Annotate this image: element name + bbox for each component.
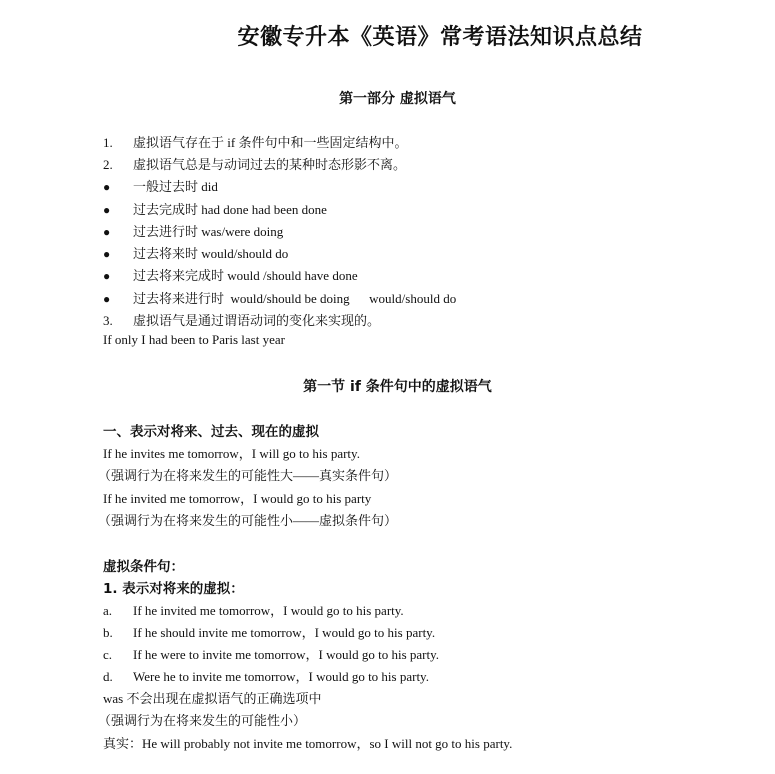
part-heading: 第一部分 虚拟语气	[339, 91, 456, 107]
reality-sentence: 真实：He will probably not invite me tomorrow，so I will not go to his party.	[103, 736, 513, 751]
bullet-icon: ●	[103, 269, 111, 283]
bullet-item	[103, 199, 327, 218]
bullet-icon: ●	[103, 225, 111, 239]
option-text: Were he to invite me tomorrow，I would go to his party.	[133, 669, 429, 684]
section-heading: 第一节 if 条件句中的虚拟语气	[303, 379, 492, 395]
subsection-heading: 一、表示对将来、过去、现在的虚拟	[103, 424, 319, 440]
option-text: If he invited me tomorrow，I would go to his party.	[133, 603, 404, 618]
option-letter: d.	[103, 669, 113, 684]
unreal-condition-sentence: If he invited me tomorrow，I would go to his party	[103, 491, 372, 506]
bullet-text: 过去完成时 had done had been done	[133, 202, 327, 217]
was-note: was 不会出现在虚拟语气的正确选项中	[103, 691, 322, 706]
subjunctive-heading: 虚拟条件句：	[103, 559, 184, 575]
real-condition-sentence: If he invites me tomorrow，I will go to his party.	[103, 446, 360, 461]
likelihood-note: （强调行为在将来发生的可能性小）	[98, 713, 307, 728]
item-text: 虚拟语气是通过谓语动词的变化来实现的。	[133, 313, 381, 328]
item-number: 2.	[103, 157, 113, 172]
document-title: 安徽专升本《英语》常考语法知识点总结	[237, 25, 643, 50]
example-sentence: If only I had been to Paris last year	[103, 332, 285, 347]
option-letter: b.	[103, 625, 113, 640]
bullet-item	[103, 288, 456, 307]
bullet-item	[103, 176, 218, 195]
intro-item-2	[103, 154, 406, 173]
bullet-text: 过去进行时 was/were doing	[133, 224, 284, 239]
real-condition-note: （强调行为在将来发生的可能性大——真实条件句）	[98, 468, 398, 483]
option-item	[103, 622, 435, 641]
bullet-icon: ●	[103, 247, 111, 261]
item-text: 虚拟语气存在于 if 条件句中和一些固定结构中。	[133, 135, 408, 150]
bullet-text: 过去将来时 would/should do	[133, 246, 289, 261]
option-text: If he were to invite me tomorrow，I would go to his party.	[133, 647, 440, 662]
bullet-item	[103, 221, 283, 240]
option-letter: c.	[103, 647, 113, 662]
bullet-item	[103, 265, 358, 284]
future-subjunctive-heading: 1. 表示对将来的虚拟：	[103, 581, 244, 597]
item-number: 3.	[103, 313, 113, 328]
option-letter: a.	[103, 603, 113, 618]
bullet-icon: ●	[103, 180, 111, 194]
bullet-text: 一般过去时 did	[133, 179, 218, 194]
bullet-icon: ●	[103, 203, 111, 217]
bullet-text: 过去将来进行时 would/should be doing would/should do	[133, 291, 457, 306]
bullet-text: 过去将来完成时 would /should have done	[133, 268, 358, 283]
item-number: 1.	[103, 135, 113, 150]
unreal-condition-note: （强调行为在将来发生的可能性小——虚拟条件句）	[98, 513, 398, 528]
intro-item-1	[103, 132, 407, 151]
option-text: If he should invite me tomorrow，I would go to his party.	[133, 625, 436, 640]
item-text: 虚拟语气总是与动词过去的某种时态形影不离。	[133, 157, 407, 172]
bullet-icon: ●	[103, 292, 111, 306]
bullet-item	[103, 243, 288, 262]
option-item	[103, 600, 404, 619]
option-item	[103, 666, 429, 685]
intro-item-3	[103, 310, 380, 329]
option-item	[103, 644, 439, 663]
